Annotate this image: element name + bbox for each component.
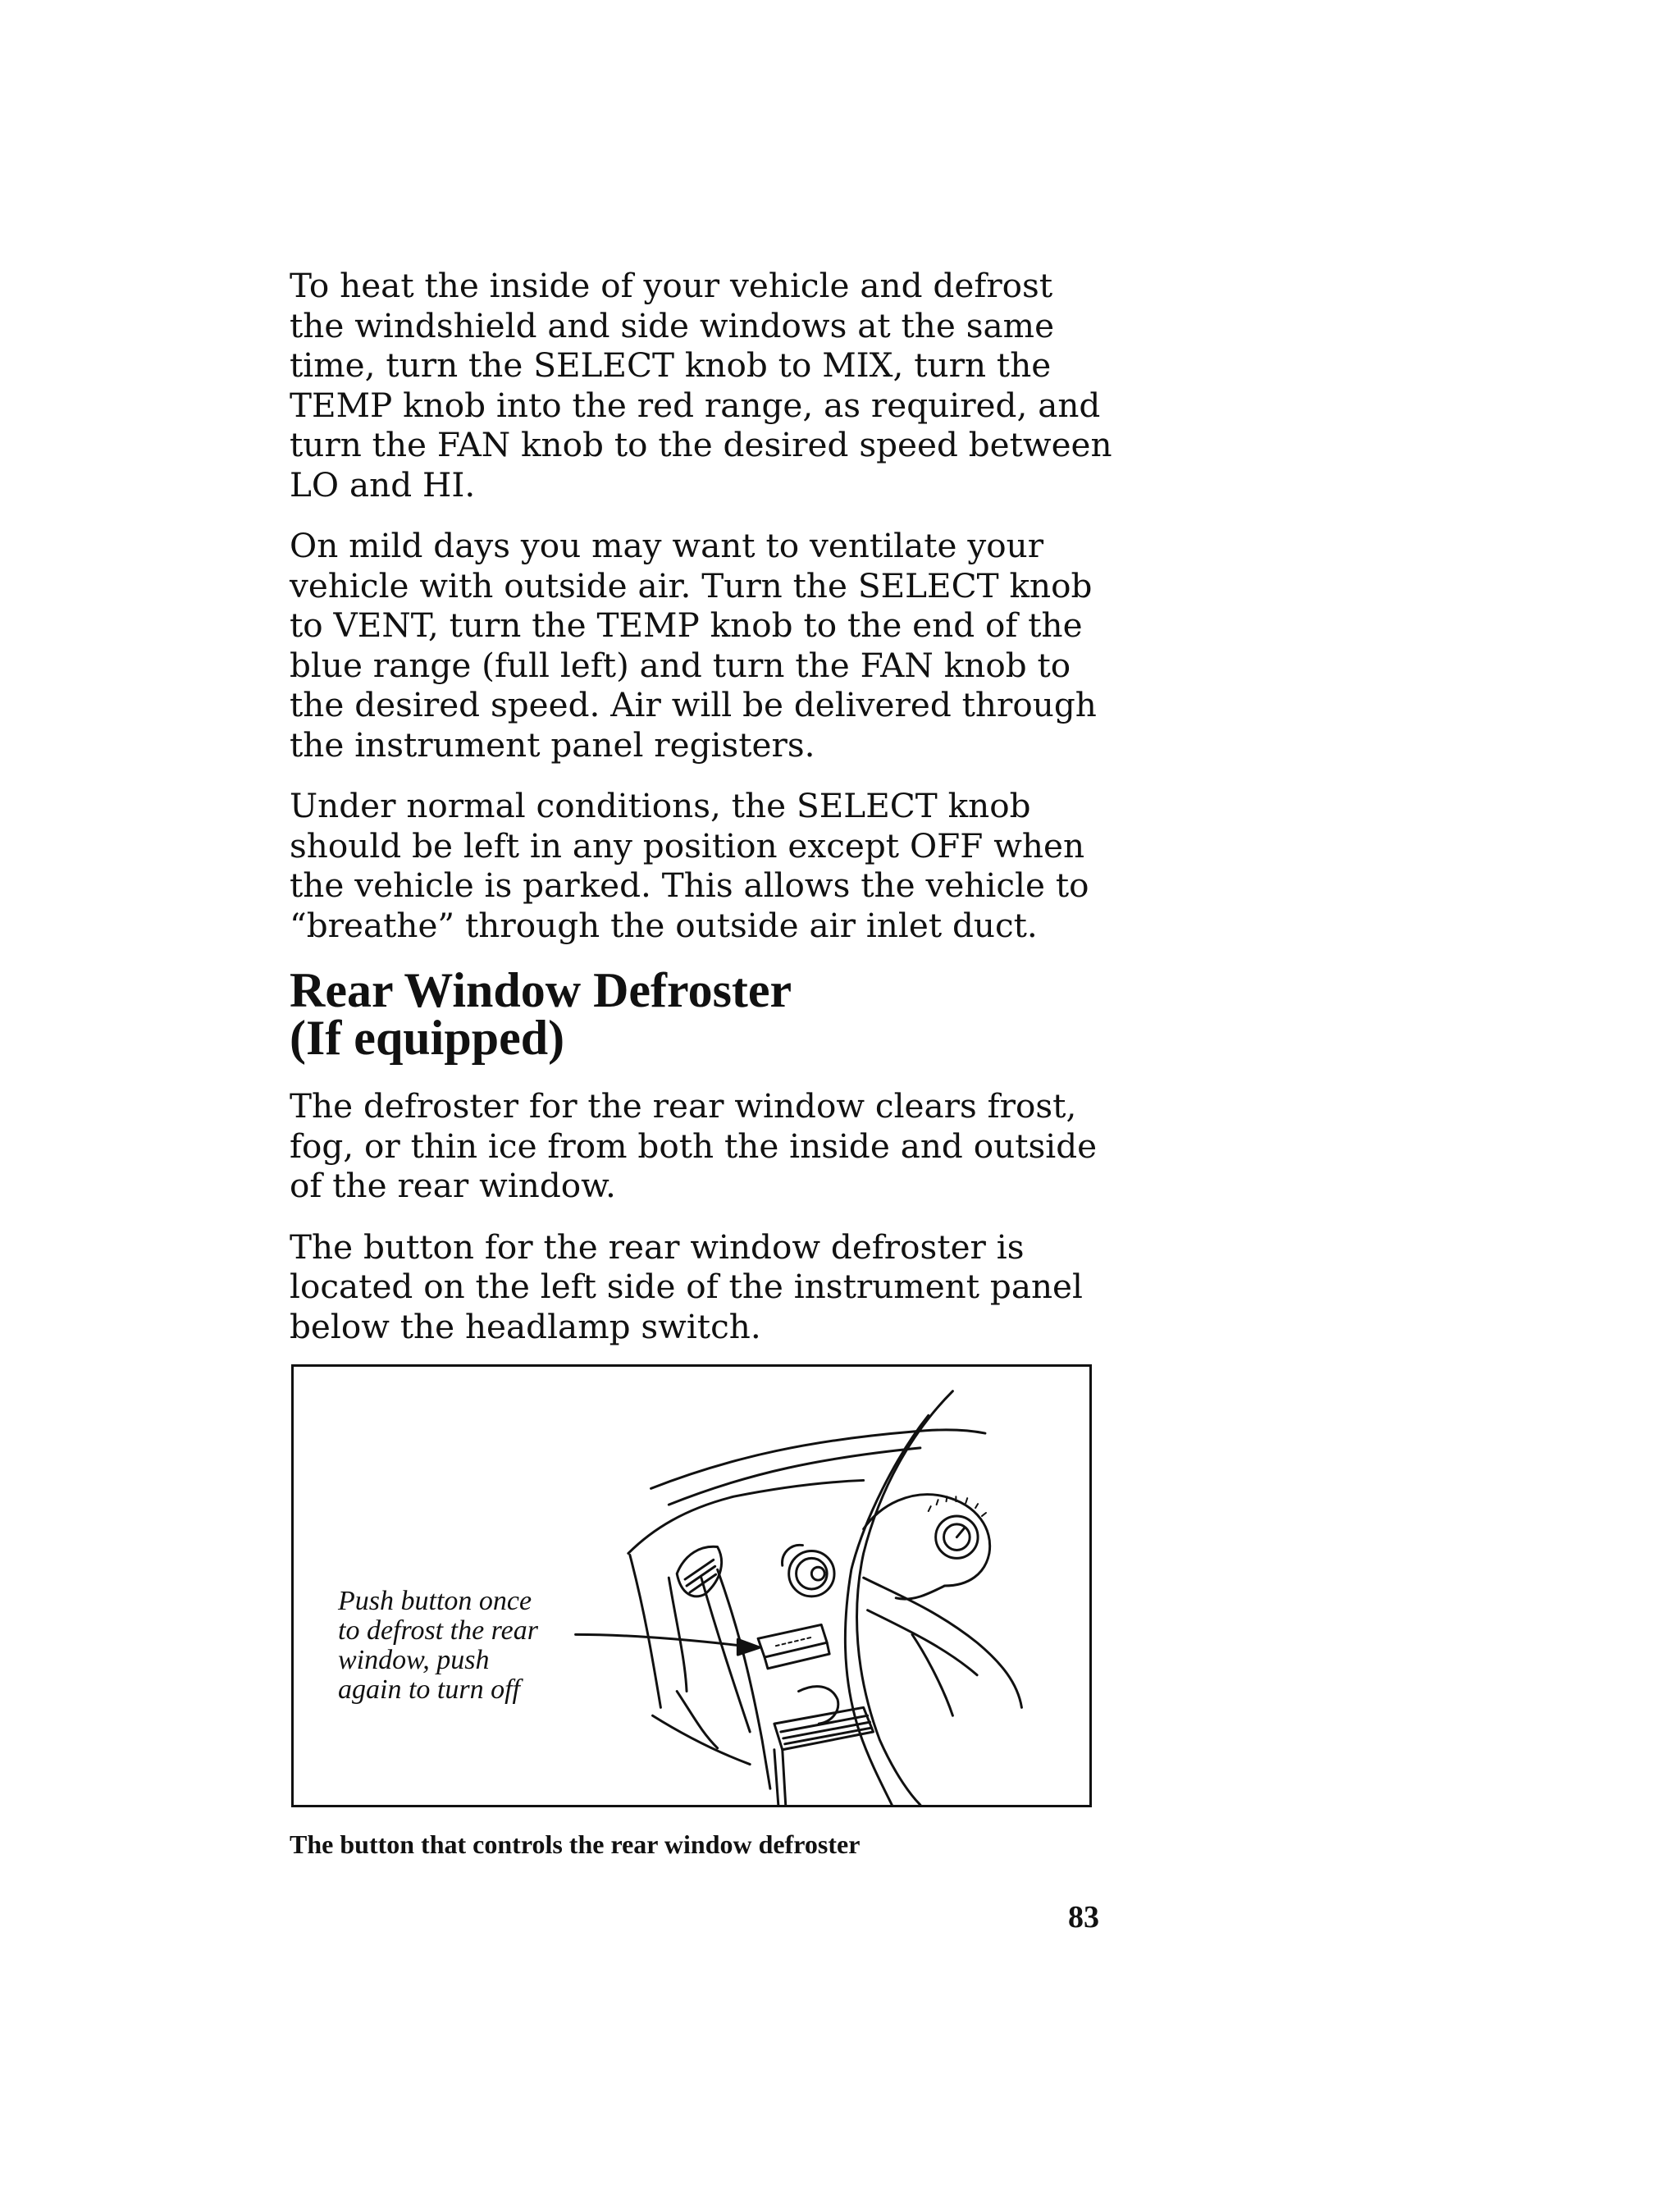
paragraph-ventilation (290, 526, 1118, 765)
dashboard-sweep-4 (677, 1692, 717, 1748)
text-line: TEMP knob into the red range, as required, and (290, 385, 1101, 425)
text-line: the instrument panel registers. (290, 724, 815, 765)
callout-arrow-icon (576, 1634, 760, 1655)
text-line: “breathe” through the outside air inlet duct. (290, 905, 1038, 945)
text-line: the desired speed. Air will be delivered through (290, 685, 1097, 724)
figure-caption: The button that controls the rear window defroster (290, 1829, 861, 1859)
heading-line: Rear Window Defroster (290, 963, 792, 1017)
text-line: the vehicle is parked. This allows the vehicle to (290, 866, 1089, 905)
dashboard-lower-curve (653, 1715, 751, 1764)
page-number: 83 (1068, 1900, 1099, 1934)
paragraph-normal-conditions (290, 786, 1118, 945)
lower-console-icon (774, 1687, 874, 1805)
callout-line: window, push (338, 1645, 490, 1675)
text-line: below the headlamp switch. (290, 1306, 761, 1346)
section-heading (290, 963, 1118, 1065)
text-line: to VENT, turn the TEMP knob to the end of the (290, 605, 1083, 645)
text-line: fog, or thin ice from both the inside and outside (290, 1126, 1098, 1166)
text-line: located on the left side of the instrument panel (290, 1267, 1083, 1306)
figure-callout (338, 1587, 538, 1705)
text-line: time, turn the SELECT knob to MIX, turn the (290, 345, 1052, 385)
defroster-figure (291, 1364, 1092, 1807)
gauge-cluster-icon (864, 1495, 990, 1599)
text-line: the windshield and side windows at the same (290, 305, 1055, 345)
air-vent-icon (677, 1546, 721, 1596)
text-line: turn the FAN knob to the desired speed between (290, 425, 1112, 464)
dashboard-sweep-2 (718, 1569, 770, 1788)
headlamp-switch-icon (783, 1545, 835, 1596)
dashboard-left-edge (630, 1555, 661, 1707)
callout-line: Push button once (338, 1586, 532, 1616)
paragraph-defroster-location (290, 1227, 1118, 1347)
dashboard-top-edge (651, 1430, 985, 1488)
callout-line: again to turn off (338, 1674, 520, 1705)
text-line: The button for the rear window defroster is (290, 1226, 1025, 1267)
text-line: Under normal conditions, the SELECT knob (290, 786, 1031, 825)
text-line: should be left in any position except OFF when (290, 825, 1085, 866)
text-line: vehicle with outside air. Turn the SELECT knob (290, 565, 1093, 605)
text-line: To heat the inside of your vehicle and defrost (290, 266, 1053, 305)
text-line: of the rear window. (290, 1166, 616, 1205)
text-column (290, 266, 1118, 1368)
text-line: The defroster for the rear window clears frost, (290, 1086, 1077, 1126)
paragraph-heating-defrost (290, 266, 1118, 505)
callout-line: to defrost the rear (338, 1615, 538, 1646)
heading-line: (If equipped) (290, 1011, 565, 1065)
text-line: On mild days you may want to ventilate your (290, 526, 1044, 565)
defroster-button-icon (758, 1624, 829, 1668)
text-line: LO and HI. (290, 464, 476, 505)
dashboard-left-curve (628, 1480, 864, 1553)
dashboard-sweep-3 (669, 1578, 687, 1691)
paragraph-defroster-description (290, 1086, 1118, 1206)
text-line: blue range (full left) and turn the FAN knob to (290, 645, 1071, 685)
